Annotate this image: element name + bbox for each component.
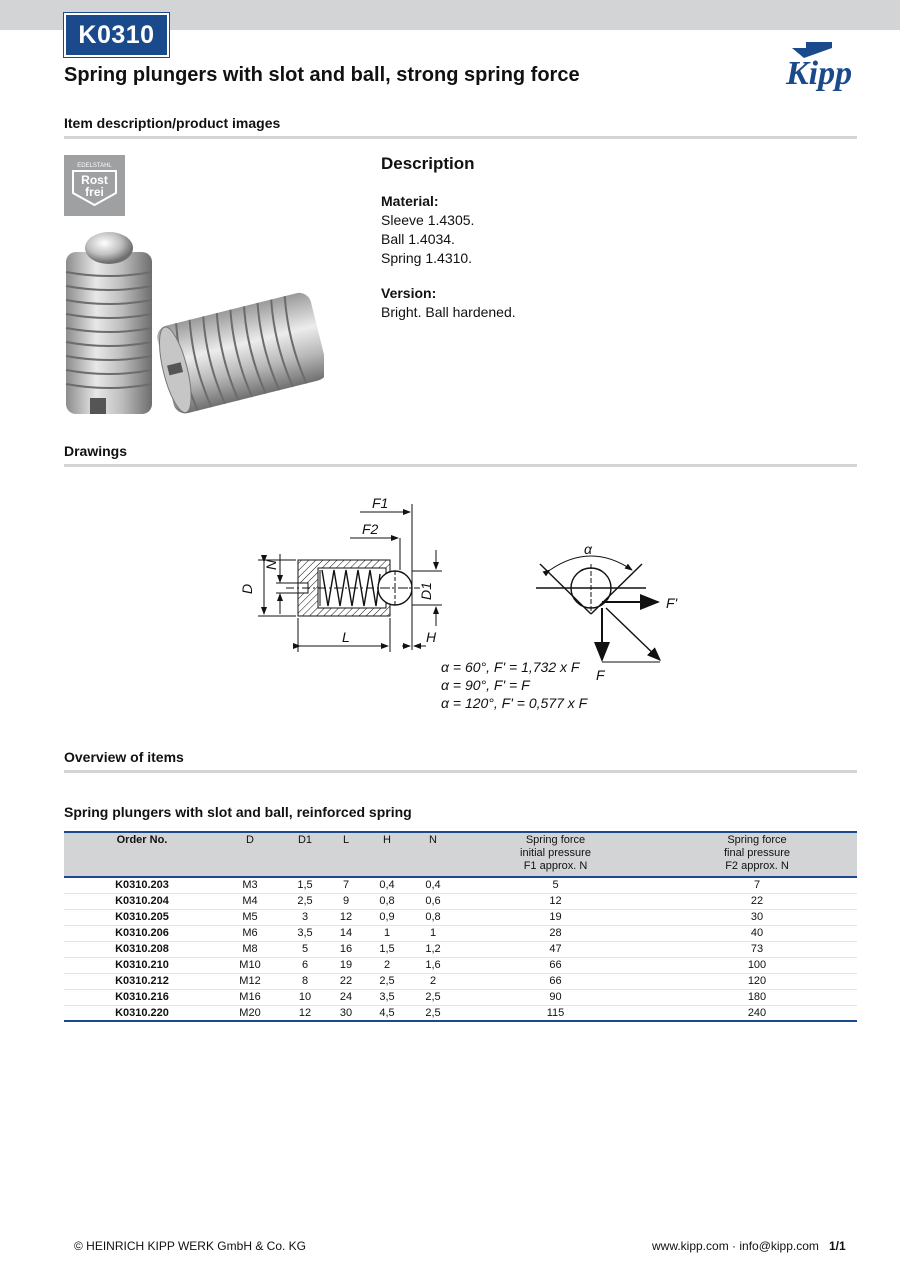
table-cell: 1	[362, 925, 412, 941]
table-cell: 6	[280, 957, 330, 973]
technical-drawing	[230, 490, 690, 720]
material-line: Ball 1.4034.	[381, 231, 455, 247]
table-row	[64, 893, 857, 909]
material-line: Sleeve 1.4305.	[381, 212, 475, 228]
table-cell: 3	[280, 909, 330, 925]
badge-line1: Rost	[81, 173, 108, 187]
table-cell: 3,5	[280, 925, 330, 941]
label-d: D	[239, 583, 255, 594]
formula-line: α = 90°, F' = F	[441, 677, 530, 693]
section-overview: Overview of items	[64, 749, 857, 773]
table-cell: 2,5	[412, 989, 454, 1005]
table-cell: 10	[280, 989, 330, 1005]
col-h: H	[383, 834, 391, 846]
col-l: L	[342, 834, 350, 846]
footer-contact: www.kipp.com · info@kipp.com	[652, 1239, 819, 1253]
table-row	[64, 989, 857, 1005]
table-cell: 2,5	[412, 1005, 454, 1021]
items-table	[64, 831, 857, 1022]
table-cell: M12	[220, 973, 280, 989]
version-label: Version:	[381, 285, 437, 301]
table-row	[64, 909, 857, 925]
table-cell: 100	[657, 957, 857, 973]
table-cell: 73	[657, 941, 857, 957]
table-cell: 40	[657, 925, 857, 941]
page-title: Spring plungers with slot and ball, strong spring force	[64, 64, 580, 86]
col-d: D	[246, 834, 254, 846]
footer-page-number: 1/1	[829, 1239, 846, 1253]
material-label: Material:	[381, 193, 439, 209]
label-d1: D1	[418, 582, 434, 600]
table-cell: 1,6	[412, 957, 454, 973]
table-cell: 19	[454, 909, 657, 925]
table-row	[64, 957, 857, 973]
section-drawings: Drawings	[64, 443, 857, 467]
col-n: N	[429, 834, 437, 846]
order-number-cell: K0310.203	[64, 877, 220, 893]
table-cell: 5	[454, 877, 657, 893]
table-cell: 66	[454, 973, 657, 989]
label-f1: F1	[372, 495, 389, 511]
table-cell: 12	[280, 1005, 330, 1021]
table-cell: 1,2	[412, 941, 454, 957]
table-row	[64, 877, 857, 893]
table-cell: M5	[220, 909, 280, 925]
order-number-cell: K0310.206	[64, 925, 220, 941]
table-header-row	[64, 832, 857, 877]
table-row	[64, 941, 857, 957]
table-row	[64, 925, 857, 941]
order-number-cell: K0310.208	[64, 941, 220, 957]
table-cell: 7	[657, 877, 857, 893]
version-text: Bright. Ball hardened.	[381, 304, 516, 320]
table-cell: 90	[454, 989, 657, 1005]
table-cell: 3,5	[362, 989, 412, 1005]
table-cell: M4	[220, 893, 280, 909]
table-cell: 115	[454, 1005, 657, 1021]
label-fprime: F'	[666, 595, 678, 611]
table-cell: 120	[657, 973, 857, 989]
order-number-cell: K0310.205	[64, 909, 220, 925]
product-code: K0310	[78, 20, 155, 49]
table-cell: 7	[330, 877, 362, 893]
table-cell: 66	[454, 957, 657, 973]
material-line: Spring 1.4310.	[381, 250, 473, 266]
table-cell: 0,8	[362, 893, 412, 909]
section-item-description: Item description/product images	[64, 115, 857, 139]
table-cell: 0,6	[412, 893, 454, 909]
order-number-cell: K0310.212	[64, 973, 220, 989]
table-cell: 22	[657, 893, 857, 909]
table-cell: 12	[330, 909, 362, 925]
description-heading: Description	[381, 154, 475, 173]
logo-text: Kipp	[786, 55, 853, 92]
table-cell: M20	[220, 1005, 280, 1021]
table-cell: M10	[220, 957, 280, 973]
label-alpha: α	[584, 541, 592, 557]
table-cell: 0,4	[362, 877, 412, 893]
table-cell: 16	[330, 941, 362, 957]
order-number-cell: K0310.204	[64, 893, 220, 909]
table-cell: 2,5	[362, 973, 412, 989]
table-cell: M6	[220, 925, 280, 941]
table-row	[64, 1005, 857, 1021]
product-photo	[62, 228, 324, 420]
col-d1: D1	[297, 834, 313, 846]
table-cell: 5	[280, 941, 330, 957]
stainless-badge	[64, 155, 125, 216]
table-cell: 1	[412, 925, 454, 941]
table-cell: 0,9	[362, 909, 412, 925]
kipp-logo	[784, 38, 860, 92]
table-cell: 12	[454, 893, 657, 909]
formula-line: α = 60°, F' = 1,732 x F	[441, 659, 580, 675]
table-cell: 22	[330, 973, 362, 989]
table-row	[64, 973, 857, 989]
table-cell: 47	[454, 941, 657, 957]
table-cell: 14	[330, 925, 362, 941]
table-cell: 30	[330, 1005, 362, 1021]
table-cell: 4,5	[362, 1005, 412, 1021]
table-title: Spring plungers with slot and ball, reinforced spring	[64, 804, 412, 820]
table-cell: 180	[657, 989, 857, 1005]
table-cell: 19	[330, 957, 362, 973]
table-cell: 240	[657, 1005, 857, 1021]
col-order-no: Order No.	[116, 834, 168, 846]
order-number-cell: K0310.220	[64, 1005, 220, 1021]
table-cell: 0,8	[412, 909, 454, 925]
order-number-cell: K0310.210	[64, 957, 220, 973]
table-cell: M8	[220, 941, 280, 957]
table-cell: M3	[220, 877, 280, 893]
table-cell: 28	[454, 925, 657, 941]
table-cell: 9	[330, 893, 362, 909]
badge-line2: frei	[85, 185, 104, 199]
label-n: N	[263, 559, 279, 570]
description-block	[381, 154, 821, 322]
label-l: L	[342, 629, 350, 645]
table-cell: 2	[412, 973, 454, 989]
product-code-badge	[64, 13, 169, 57]
formula-line: α = 120°, F' = 0,577 x F	[441, 695, 588, 711]
label-f: F	[596, 667, 605, 683]
badge-top-text: EDELSTAHL	[77, 163, 112, 169]
label-h: H	[426, 629, 437, 645]
table-cell: 24	[330, 989, 362, 1005]
col-f2: Spring force final pressure F2 approx. N	[723, 834, 791, 872]
table-cell: 2,5	[280, 893, 330, 909]
table-cell: 0,4	[412, 877, 454, 893]
col-f1: Spring force initial pressure F1 approx. N	[520, 834, 591, 872]
table-cell: 2	[362, 957, 412, 973]
table-cell: 30	[657, 909, 857, 925]
order-number-cell: K0310.216	[64, 989, 220, 1005]
table-cell: 1,5	[362, 941, 412, 957]
table-cell: 8	[280, 973, 330, 989]
footer-copyright: © HEINRICH KIPP WERK GmbH & Co. KG	[74, 1239, 306, 1253]
table-cell: M16	[220, 989, 280, 1005]
label-f2: F2	[362, 521, 379, 537]
table-cell: 1,5	[280, 877, 330, 893]
